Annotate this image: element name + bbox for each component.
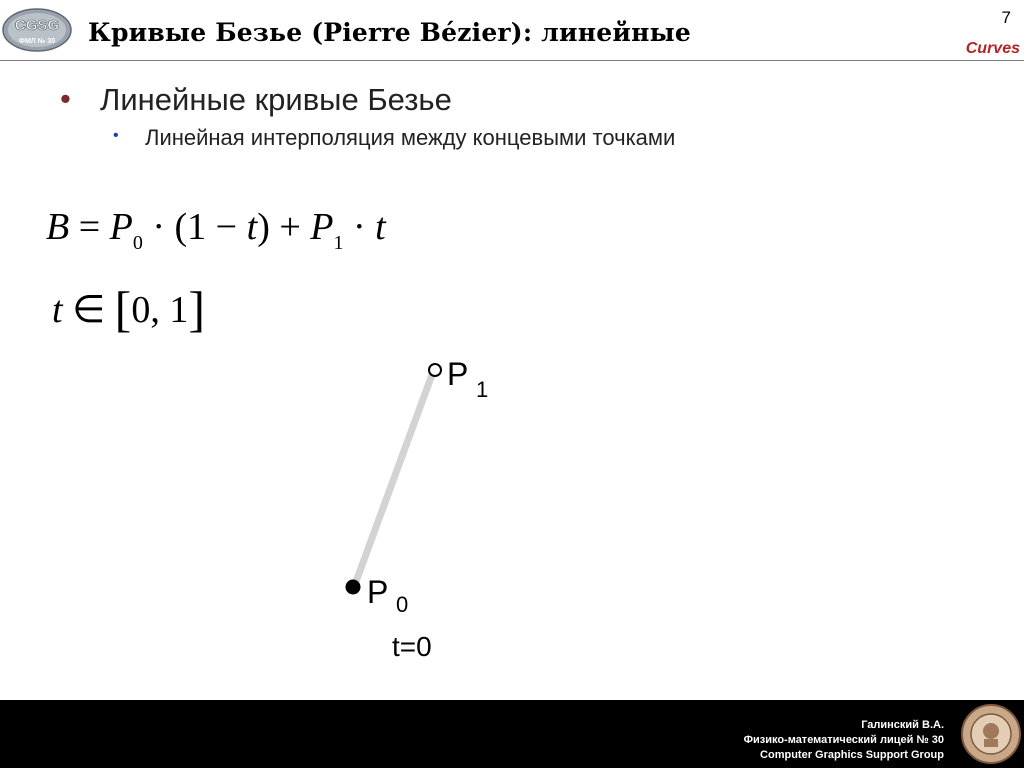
slide-title: Кривые Безье (Pierre Bézier): линейные [88,18,691,47]
control-point-p1 [429,364,441,376]
page-number: 7 [1001,8,1011,27]
parameter-range-formula: t ∈ [0, 1] [52,281,205,337]
label-p0-subscript: 0 [396,592,409,617]
label-p0: P [367,574,389,610]
logo-subtext: ФМЛ № 30 [18,38,56,45]
bullet-marker: • [60,81,71,116]
bullet-level1-text: Линейные кривые Безье [100,82,452,117]
school-seal-icon [960,703,1022,765]
footer-credits [744,718,944,763]
footer-author: Галинский В.А. [861,719,944,731]
bezier-formula: $B = P_0 \cdot (1 - t) + P_1 \cdot t$ [46,206,386,254]
bullet-marker: • [113,127,119,144]
t-parameter-label: t=0 [392,631,432,662]
footer-school: Физико-математический лицей № 30 [743,734,944,746]
footer-group: Computer Graphics Support Group [760,749,944,761]
logo-text: CGSG [14,17,60,34]
bullet-level2-text: Линейная интерполяция между концевыми точками [145,125,676,150]
control-point-p0 [346,580,361,595]
label-p1-subscript: 1 [476,377,489,402]
footer-bar [0,700,1024,768]
bezier-segment [354,372,433,587]
label-p1: P [447,356,469,392]
section-tag: Curves [965,40,1020,57]
